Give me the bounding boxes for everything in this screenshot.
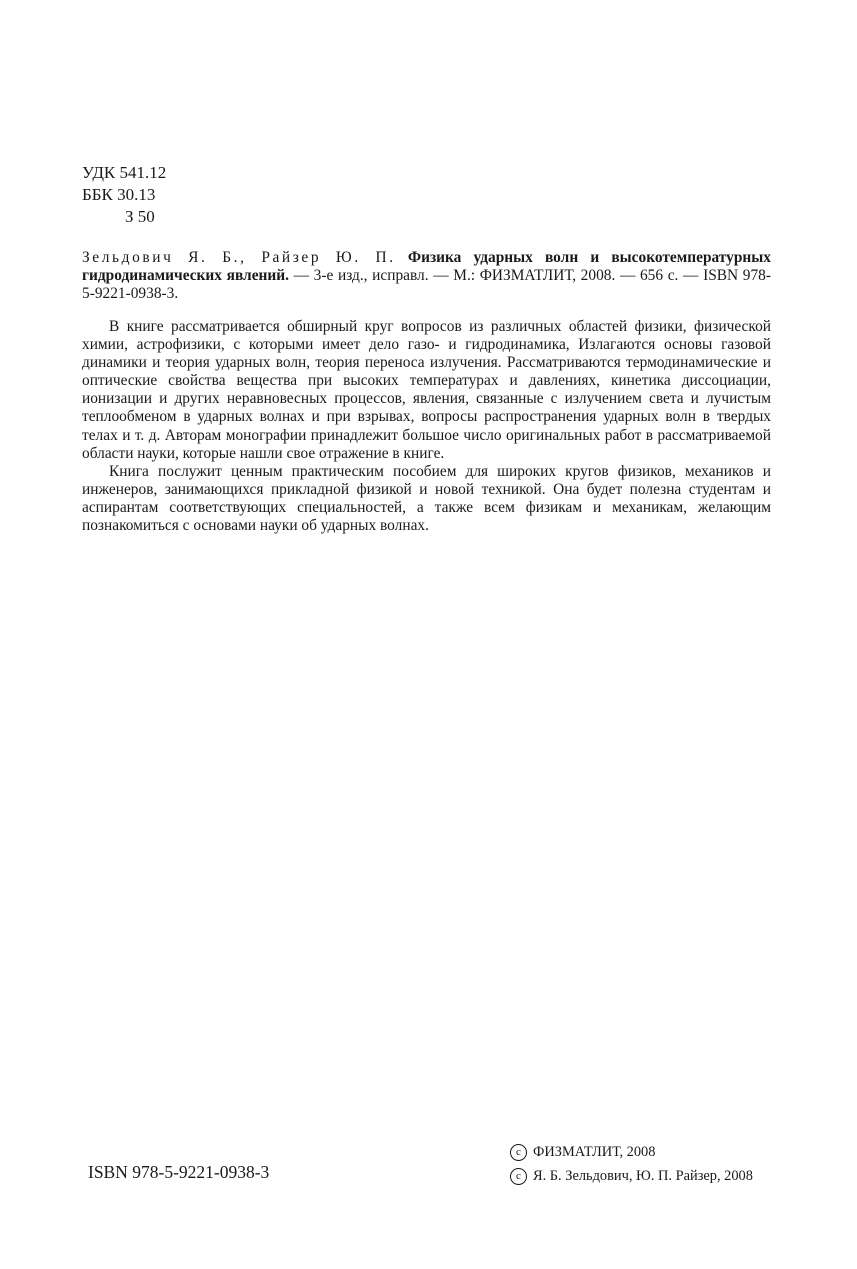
author-mark: З 50 <box>125 207 155 226</box>
record-authors: Зельдович Я. Б., Райзер Ю. П. <box>82 249 396 266</box>
abstract-paragraph-2: Книга послужит ценным практическим пособием для широких кругов физиков, механиков и инженеров, занимающихся прикладной физикой и новой техникой. Она будет полезна студентам и аспирантам соответствующих специальностей, а также всем физикам и механикам, желающим познакомиться с основами науки об ударных волнах. <box>82 462 771 535</box>
copyright-publisher-line <box>510 1140 753 1164</box>
copyright-authors-line <box>510 1164 753 1188</box>
copyright-icon: c <box>510 1168 527 1185</box>
classification-codes <box>82 162 166 228</box>
abstract-paragraph-1: В книге рассматривается обширный круг вопросов из различных областей физики, физической химии, астрофизики, с которыми имеет дело газо- и гидродинамика, Излагаются основы газовой динамики и теория ударных волн, теория переноса излучения. Рассматриваются термодинамические и оптические свойства вещества при высоких температурах и давлениях, кинетика диссоциации, ионизации и других неравновесных процессов, явления, связанные с излучением света и лучистым теплообменом в ударных волнах и при взрывах, вопросы распространения ударных волн в твердых телах и т. д. Авторам монографии принадлежит большое число оригинальных работ в рассматриваемой области науки, которые нашли свое отражение в книге. <box>82 318 771 462</box>
isbn-number: ISBN 978-5-9221-0938-3 <box>88 1162 270 1182</box>
abstract <box>82 318 771 535</box>
record-title: Физика ударных волн и высокотемпературных гидродинамических явлений. <box>82 249 771 284</box>
bbk-code: ББК 30.13 <box>82 185 156 204</box>
copyright-authors: Я. Б. Зельдович, Ю. П. Райзер, 2008 <box>533 1168 753 1184</box>
udk-code: УДК 541.12 <box>82 163 167 182</box>
record-details: — 3-е изд., исправл. — М.: ФИЗМАТЛИТ, 2008. — 656 с. — ISBN 978-5-9221-0938-3. <box>82 267 771 302</box>
copyright-block <box>510 1140 753 1188</box>
copyright-publisher: ФИЗМАТЛИТ, 2008 <box>533 1144 656 1160</box>
copyright-icon: c <box>510 1144 527 1161</box>
bibliographic-record <box>82 249 771 303</box>
